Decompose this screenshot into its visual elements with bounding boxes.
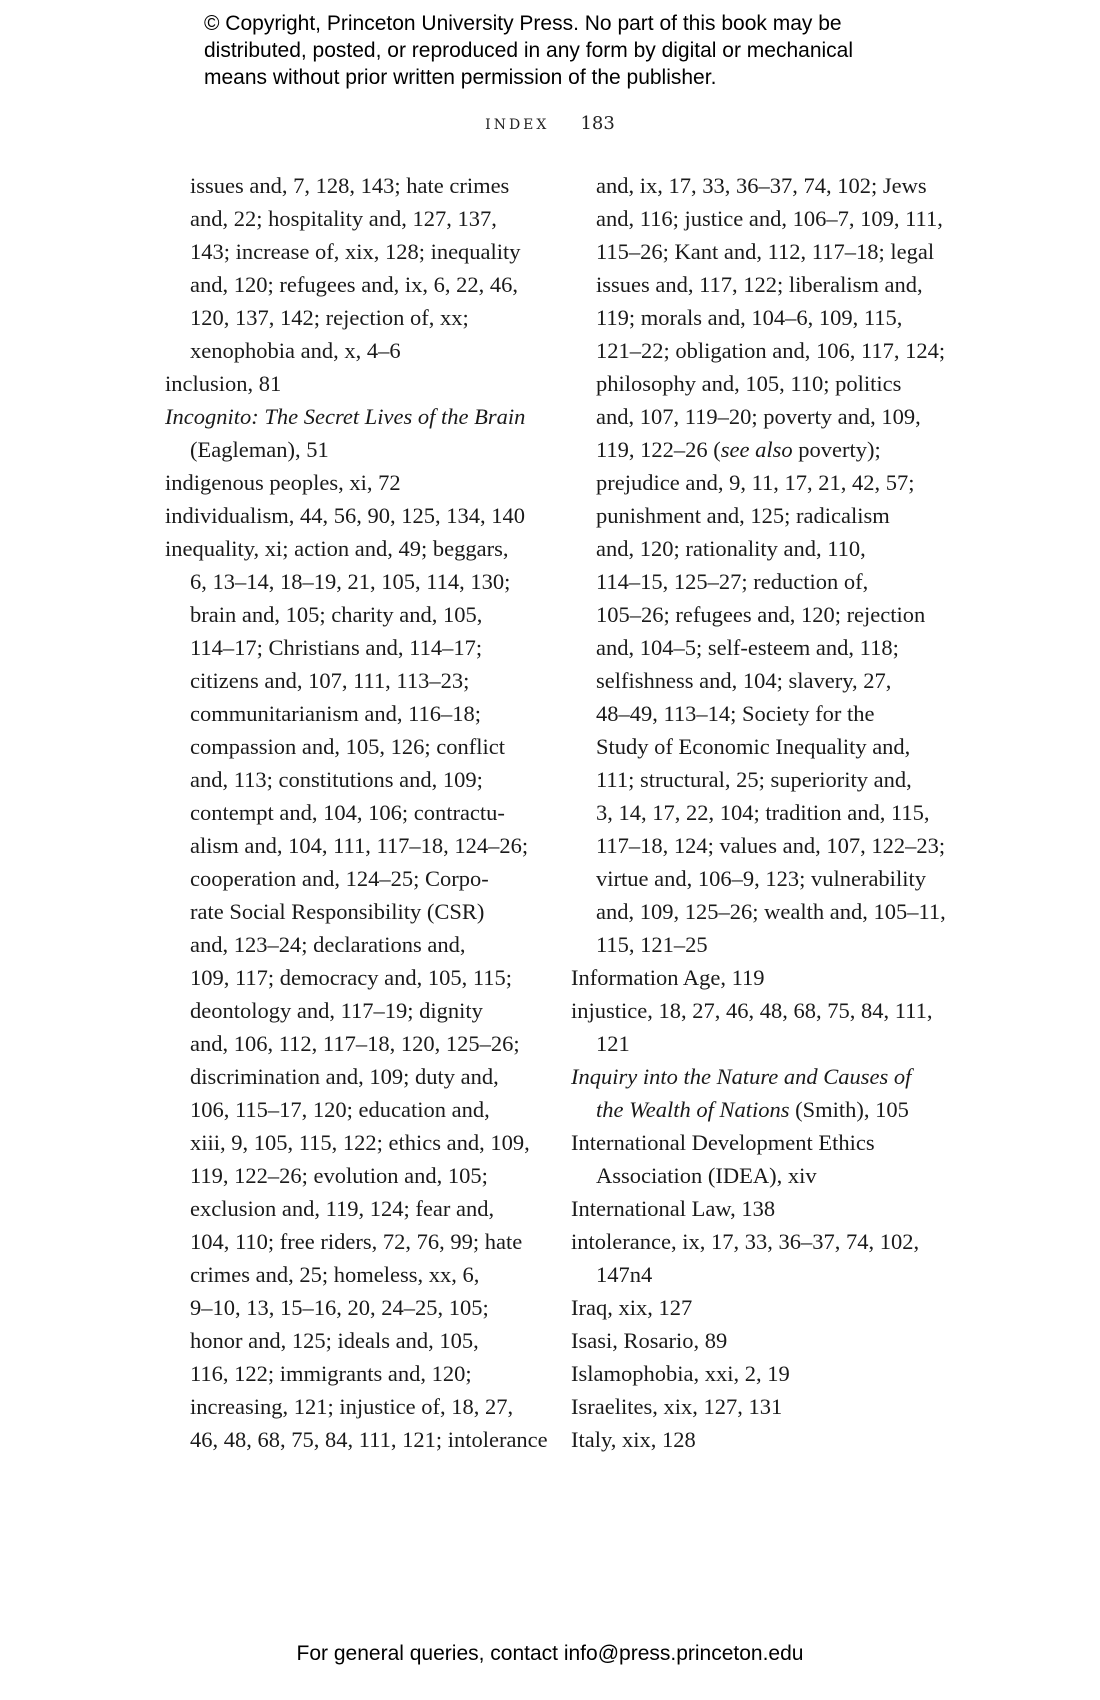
- index-entry-line: International Law, 138: [571, 1196, 776, 1221]
- index-entry-line: 111; structural, 25; superiority and,: [596, 767, 912, 792]
- index-entry-line: 117–18, 124; values and, 107, 122–23;: [596, 833, 946, 858]
- index-entry-line: [571, 1060, 961, 1093]
- index-entry-line: 147n4: [596, 1262, 653, 1287]
- index-entry-line: and, 109, 125–26; wealth and, 105–11,: [596, 899, 946, 924]
- page-number: 183: [580, 113, 615, 134]
- index-entry-line: [571, 1093, 961, 1126]
- index-entry-line: issues and, 117, 122; liberalism and,: [596, 272, 923, 297]
- index-entry-line: contempt and, 104, 106; contractu-: [190, 800, 505, 825]
- index-entry-line: 109, 117; democracy and, 105, 115;: [190, 965, 513, 990]
- index-entry-line: 6, 13–14, 18–19, 21, 105, 114, 130;: [190, 569, 511, 594]
- index-entry-line: Italy, xix, 128: [571, 1427, 696, 1452]
- index-entry-line: issues and, 7, 128, 143; hate crimes: [190, 173, 510, 198]
- index-column-left: [165, 169, 548, 1456]
- index-entry-line: philosophy and, 105, 110; politics: [596, 371, 902, 396]
- index-entry-line: Isasi, Rosario, 89: [571, 1328, 728, 1353]
- index-entry-line: discrimination and, 109; duty and,: [190, 1064, 499, 1089]
- index-entry-line: 114–17; Christians and, 114–17;: [190, 635, 483, 660]
- index-entry-line: 46, 48, 68, 75, 84, 111, 121; intolerance: [190, 1427, 548, 1452]
- index-entry-line: rate Social Responsibility (CSR): [190, 899, 485, 924]
- index-entry-line: 3, 14, 17, 22, 104; tradition and, 115,: [596, 800, 930, 825]
- index-entry-line: inequality, xi; action and, 49; beggars,: [165, 536, 509, 561]
- index-entry-line: [571, 433, 961, 466]
- index-entry-line: deontology and, 117–19; dignity: [190, 998, 483, 1023]
- index-entry-line: (Eagleman), 51: [190, 437, 329, 462]
- index-entry-line: alism and, 104, 111, 117–18, 124–26;: [190, 833, 529, 858]
- index-entry-line: cooperation and, 124–25; Corpo-: [190, 866, 489, 891]
- running-head: [0, 113, 1100, 134]
- entry-text: 119, 122–26 (: [596, 437, 721, 462]
- index-entry-line: 120, 137, 142; rejection of, xx;: [190, 305, 469, 330]
- index-entry-line: 121: [596, 1031, 630, 1056]
- index-entry-line: indigenous peoples, xi, 72: [165, 470, 401, 495]
- index-entry-line: individualism, 44, 56, 90, 125, 134, 140: [165, 503, 525, 528]
- index-entry-line: Israelites, xix, 127, 131: [571, 1394, 783, 1419]
- index-entry-line: and, ix, 17, 33, 36–37, 74, 102; Jews: [596, 173, 927, 198]
- index-entry-line: xiii, 9, 105, 115, 122; ethics and, 109,: [190, 1130, 530, 1155]
- index-column-right: [571, 169, 961, 1456]
- index-entry-line: 106, 115–17, 120; education and,: [190, 1097, 490, 1122]
- index-entry-line: Iraq, xix, 127: [571, 1295, 693, 1320]
- index-entry-line: and, 116; justice and, 106–7, 109, 111,: [596, 206, 943, 231]
- index-entry-line: 105–26; refugees and, 120; rejection: [596, 602, 926, 627]
- index-entry-line: punishment and, 125; radicalism: [596, 503, 890, 528]
- index-entry-line: [165, 400, 545, 433]
- index-entry-line: prejudice and, 9, 11, 17, 21, 42, 57;: [596, 470, 915, 495]
- index-entry-line: 121–22; obligation and, 106, 117, 124;: [596, 338, 946, 363]
- index-entry-line: brain and, 105; charity and, 105,: [190, 602, 483, 627]
- footer-contact: For general queries, contact info@press.princeton.edu: [296, 1642, 804, 1665]
- index-entry-line: exclusion and, 119, 124; fear and,: [190, 1196, 495, 1221]
- entry-text: (Smith), 105: [789, 1097, 909, 1122]
- copyright-notice: [204, 10, 964, 91]
- index-entry-line: communitarianism and, 116–18;: [190, 701, 481, 726]
- entry-italic-title: see also: [720, 437, 793, 462]
- index-entry-line: Association (IDEA), xiv: [596, 1163, 817, 1188]
- index-entry-line: and, 107, 119–20; poverty and, 109,: [596, 404, 921, 429]
- index-entry-line: citizens and, 107, 111, 113–23;: [190, 668, 470, 693]
- index-entry-line: 119; morals and, 104–6, 109, 115,: [596, 305, 903, 330]
- index-entry-line: 115, 121–25: [596, 932, 708, 957]
- index-entry-line: increasing, 121; injustice of, 18, 27,: [190, 1394, 514, 1419]
- index-entry-line: 114–15, 125–27; reduction of,: [596, 569, 869, 594]
- running-head-title: INDEX: [485, 117, 550, 133]
- index-entry-line: 104, 110; free riders, 72, 76, 99; hate: [190, 1229, 523, 1254]
- index-entry-line: 9–10, 13, 15–16, 20, 24–25, 105;: [190, 1295, 489, 1320]
- index-entry-line: injustice, 18, 27, 46, 48, 68, 75, 84, 111,: [571, 998, 933, 1023]
- entry-italic-title: the Wealth of Nations: [596, 1097, 790, 1122]
- index-entry-line: and, 113; constitutions and, 109;: [190, 767, 483, 792]
- copyright-line: means without prior written permission of the publisher.: [204, 66, 717, 89]
- index-entry-line: inclusion, 81: [165, 371, 282, 396]
- copyright-line: © Copyright, Princeton University Press. No part of this book may be: [204, 12, 842, 35]
- index-entry-line: 119, 122–26; evolution and, 105;: [190, 1163, 488, 1188]
- index-entry-line: honor and, 125; ideals and, 105,: [190, 1328, 479, 1353]
- index-entry-line: and, 120; refugees and, ix, 6, 22, 46,: [190, 272, 519, 297]
- index-entry-line: and, 123–24; declarations and,: [190, 932, 466, 957]
- entry-italic-title: Inquiry into the Nature and Causes of: [571, 1064, 912, 1089]
- entry-italic-title: Incognito: The Secret Lives of the Brain: [165, 404, 526, 429]
- entry-text: poverty);: [792, 437, 881, 462]
- index-entry-line: Information Age, 119: [571, 965, 765, 990]
- index-entry-line: and, 22; hospitality and, 127, 137,: [190, 206, 497, 231]
- index-entry-line: and, 104–5; self-esteem and, 118;: [596, 635, 899, 660]
- index-entry-line: xenophobia and, x, 4–6: [190, 338, 401, 363]
- copyright-line: distributed, posted, or reproduced in any form by digital or mechanical: [204, 39, 854, 62]
- index-entry-line: Islamophobia, xxi, 2, 19: [571, 1361, 790, 1386]
- index-entry-line: 115–26; Kant and, 112, 117–18; legal: [596, 239, 935, 264]
- index-entry-line: compassion and, 105, 126; conflict: [190, 734, 505, 759]
- index-entry-line: 116, 122; immigrants and, 120;: [190, 1361, 472, 1386]
- index-entry-line: and, 120; rationality and, 110,: [596, 536, 866, 561]
- index-entry-line: virtue and, 106–9, 123; vulnerability: [596, 866, 926, 891]
- index-entry-line: crimes and, 25; homeless, xx, 6,: [190, 1262, 480, 1287]
- index-entry-line: selfishness and, 104; slavery, 27,: [596, 668, 892, 693]
- index-entry-line: 143; increase of, xix, 128; inequality: [190, 239, 521, 264]
- index-entry-line: International Development Ethics: [571, 1130, 875, 1155]
- index-entry-line: and, 106, 112, 117–18, 120, 125–26;: [190, 1031, 520, 1056]
- index-entry-line: Study of Economic Inequality and,: [596, 734, 911, 759]
- index-entry-line: 48–49, 113–14; Society for the: [596, 701, 875, 726]
- index-entry-line: intolerance, ix, 17, 33, 36–37, 74, 102,: [571, 1229, 920, 1254]
